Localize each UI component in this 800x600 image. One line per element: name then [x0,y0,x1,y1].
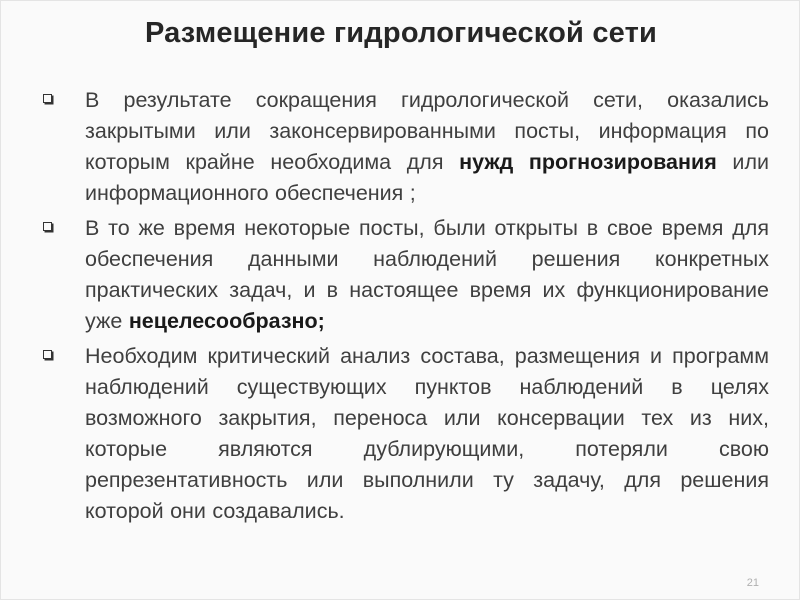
square-bullet-icon [43,350,52,359]
bullet-item [43,341,769,527]
bullet-item [43,213,769,337]
bullet-text-segment: или информационного обеспечения ; [85,150,769,205]
bullet-text-segment: В то же время некоторые посты, были открыты в свое время для обеспечения данными наблюдений решения конкретных практических задач, и в настоящее время их функционирование уже [85,216,769,333]
square-bullet-icon [43,94,52,103]
bullet-text-segment: В результате сокращения гидрологической сети, оказались закрытыми или законсервированными посты, информация по которым крайне необходима для [85,88,769,174]
page-number: 21 [746,577,759,589]
bullet-text [85,85,769,209]
bullet-text-emphasis: нецелесообразно; [128,309,325,333]
slide-title: Размещение гидрологической сети [144,17,658,49]
bullet-text [85,341,769,527]
bullet-text-segment: Необходим критический анализ состава, размещения и программ наблюдений существующих пунктов наблюдений в целях возможного закрытия, переноса или консервации тех из них, которые являются дублирующими, потеряли свою репрезентативность или выполнили ту задачу, для решения которой они создавались. [85,344,769,523]
square-bullet-icon [43,222,52,231]
bullet-item [43,85,769,209]
bullet-list [43,85,769,531]
bullet-text-emphasis: нужд прогнозирования [459,150,717,174]
bullet-text [85,213,769,337]
